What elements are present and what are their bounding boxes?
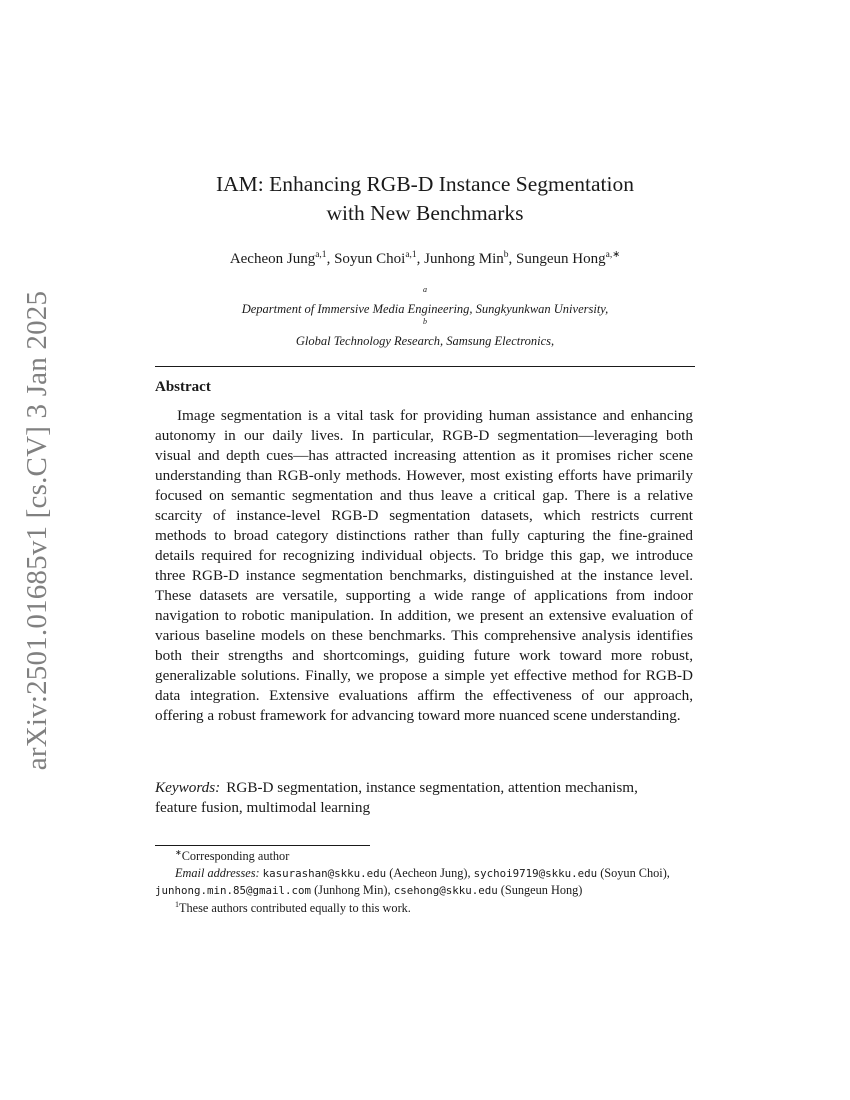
footnote-emails: Email addresses: kasurashan@skku.edu (Aecheon Jung), sychoi9719@skku.edu (Soyun Choi), junhong.min.85@gmail.com (Junhong Min), csehong@skku.edu (Sungeun Hong) — [155, 865, 670, 897]
abstract-body: Image segmentation is a vital task for providing human assistance and enhancing autonomy in our daily lives. In particular, RGB-D segmentation—leveraging both visual and depth cues—has attracted increasing attention as it promises richer scene understanding than RGB-only methods. However, most existing efforts have primarily focused on semantic segmentation and thus leave a critical gap. There is a relative scarcity of instance-level RGB-D segmentation datasets, which restricts current methods to broad category distinctions rather than fully capturing the fine-grained details required for recognizing individual objects. To bridge this gap, we introduce three RGB-D instance segmentation benchmarks, distinguished at the instance level. These datasets are versatile, supporting a wide range of applications from indoor navigation to robotic manipulation. In addition, we present an extensive evaluation of various baseline models on these benchmarks. This comprehensive analysis identifies both their strengths and shortcomings, guiding future work toward more robust, generalizable solutions. Finally, we propose a simple yet effective method for RGB-D data integration. Extensive evaluations affirm the effectiveness of our approach, offering a robust framework for advancing toward more nuanced scene understanding. — [155, 407, 693, 724]
keywords-text: RGB-D segmentation, instance segmentation, attention mechanism, feature fusion, multimodal learning — [155, 779, 638, 816]
header-divider — [155, 366, 695, 367]
footnote-equal-contribution: $^1$These authors contributed equally to this work. — [175, 899, 411, 915]
affiliation: $^b$ Global Technology Research, Samsung Electronics, — [295, 317, 555, 348]
email-label: Email addresses: — [175, 865, 260, 880]
author-list — [155, 251, 695, 268]
email-link[interactable]: kasurashan@skku.edu — [262, 866, 387, 880]
email-link[interactable]: junhong.min.85@gmail.com — [155, 884, 312, 897]
arxiv-identifier — [19, 290, 57, 770]
affiliation: $^a$ Department of Immersive Media Engineering, Sungkyunkwan University, — [241, 285, 609, 316]
keywords-label: Keywords: — [155, 779, 221, 796]
author: Junhong Min$^b$, — [424, 250, 517, 267]
arxiv-identifier-text: arXiv:2501.01685v1 [cs.CV] 3 Jan 2025 — [21, 290, 54, 770]
footnote-corresponding: ∗Corresponding author — [175, 848, 290, 863]
abstract-heading: Abstract — [155, 379, 211, 395]
author: Soyun Choi$^{a,1}$, — [334, 250, 425, 267]
email-link[interactable]: csehong@skku.edu — [393, 884, 498, 897]
email-link[interactable]: sychoi9719@skku.edu — [473, 866, 598, 880]
title-line-2: with New Benchmarks — [326, 201, 524, 225]
author: Aecheon Jung$^{a,1}$, — [229, 250, 335, 267]
keywords — [155, 778, 675, 818]
paper-title — [155, 170, 695, 228]
footnote-divider — [155, 845, 370, 846]
title-line-1: IAM: Enhancing RGB-D Instance Segmentation — [216, 172, 634, 196]
footnotes — [155, 848, 695, 916]
author: Sungeun Hong$^{a,∗}$ — [516, 250, 621, 267]
affiliations — [155, 285, 695, 349]
